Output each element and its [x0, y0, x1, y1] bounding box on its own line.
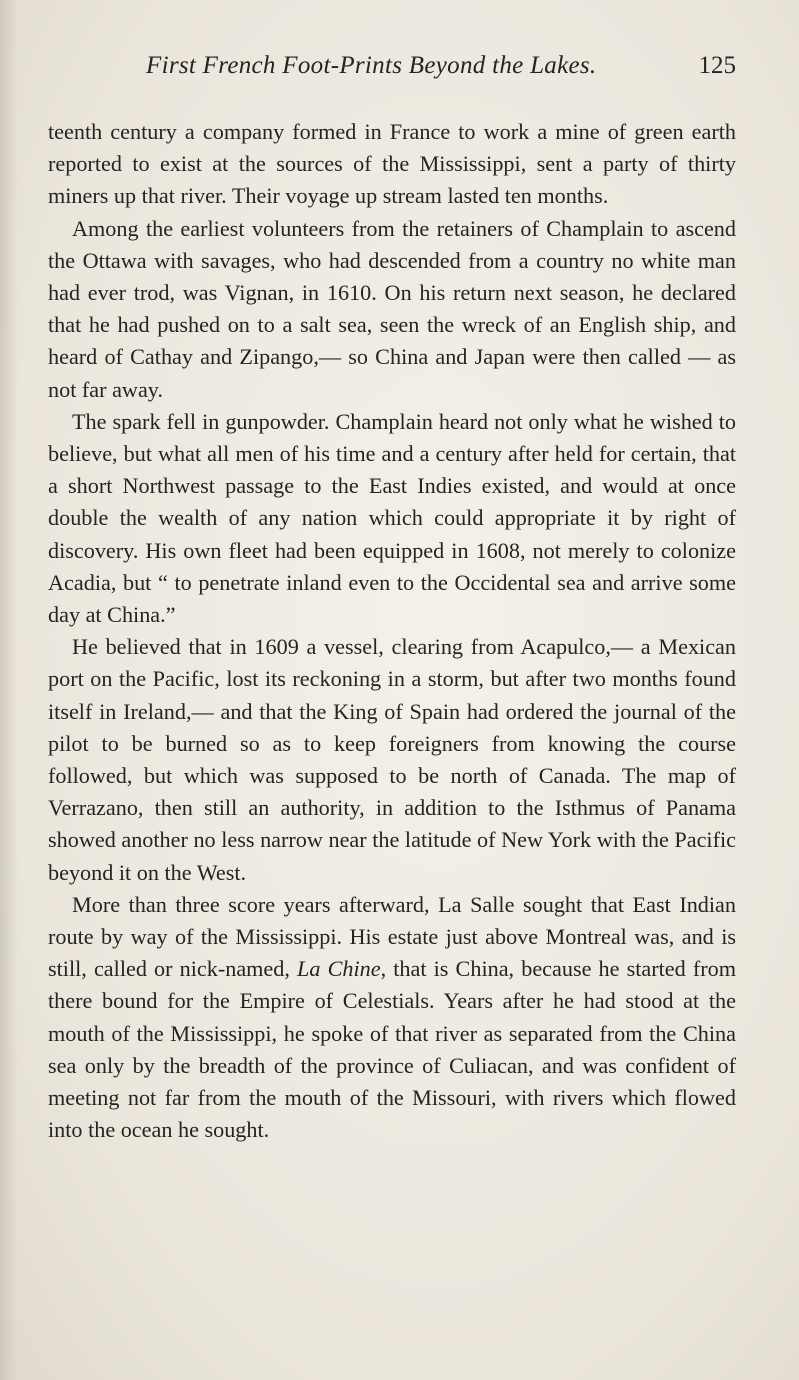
- page-gutter-shadow: [0, 0, 18, 1380]
- page-body: [48, 116, 736, 1147]
- paragraph-northwest-passage: The spark fell in gunpowder. Champlain heard not only what he wished to believe, but what all men of his time and a century after held for certain, that a short Northwest passage to the East Indies existed, and would at once double the wealth of any nation which could appropriate it by right of discovery. His own fleet had been equipped in 1608, not merely to colonize Acadia, but “ to penetrate inland even to the Occidental sea and arrive some day at China.”: [48, 408, 736, 628]
- paragraph-vignan: Among the earliest volunteers from the retainers of Champlain to ascend the Ottawa with savages, who had descended from a country no white man had ever trod, was Vignan, in 1610. On his return next season, he declared that he had pushed on to a salt sea, seen the wreck of an English ship, and heard of Cathay and Zipango,— so China and Japan were then called — as not far away.: [48, 215, 736, 402]
- la-salle-text-after: , that is China, because he started from there bound for the Empire of Celestials. Years after he had stood at the mouth of the Mississippi, he spoke of that river as separated from the China sea only by the breadth of the province of Culiacan, and was confident of meeting not far from the mouth of the Missouri, with rivers which flowed into the ocean he sought.: [48, 956, 736, 1143]
- paragraph-acapulco-vessel: He believed that in 1609 a vessel, clearing from Acapulco,— a Mexican port on the Pacific, lost its reckoning in a storm, but after two months found itself in Ireland,— and that the King of Spain had ordered the journal of the pilot to be burned so as to keep foreigners from knowing the course followed, but which was supposed to be north of Canada. The map of Verrazano, then still an authority, in addition to the Isthmus of Panama showed another no less narrow near the latitude of New York with the Pacific beyond it on the West.: [48, 634, 736, 885]
- la-chine-italic: La Chine: [297, 956, 381, 982]
- page-header: [48, 52, 736, 88]
- running-head: First French Foot-Prints Beyond the Lakes.: [146, 52, 597, 79]
- paragraph-continued: teenth century a company formed in France to work a mine of green earth reported to exist at the sources of the Mississippi, sent a party of thirty miners up that river. Their voyage up stream lasted ten months.: [48, 119, 736, 209]
- la-salle-text-before: More than three score years afterward, La Salle sought that East Indian route by way of the Mississippi. His estate just above Montreal was, and is still, called or nick-named,: [48, 891, 736, 982]
- page-number: 125: [698, 52, 736, 79]
- paragraph-la-salle: [48, 889, 736, 1147]
